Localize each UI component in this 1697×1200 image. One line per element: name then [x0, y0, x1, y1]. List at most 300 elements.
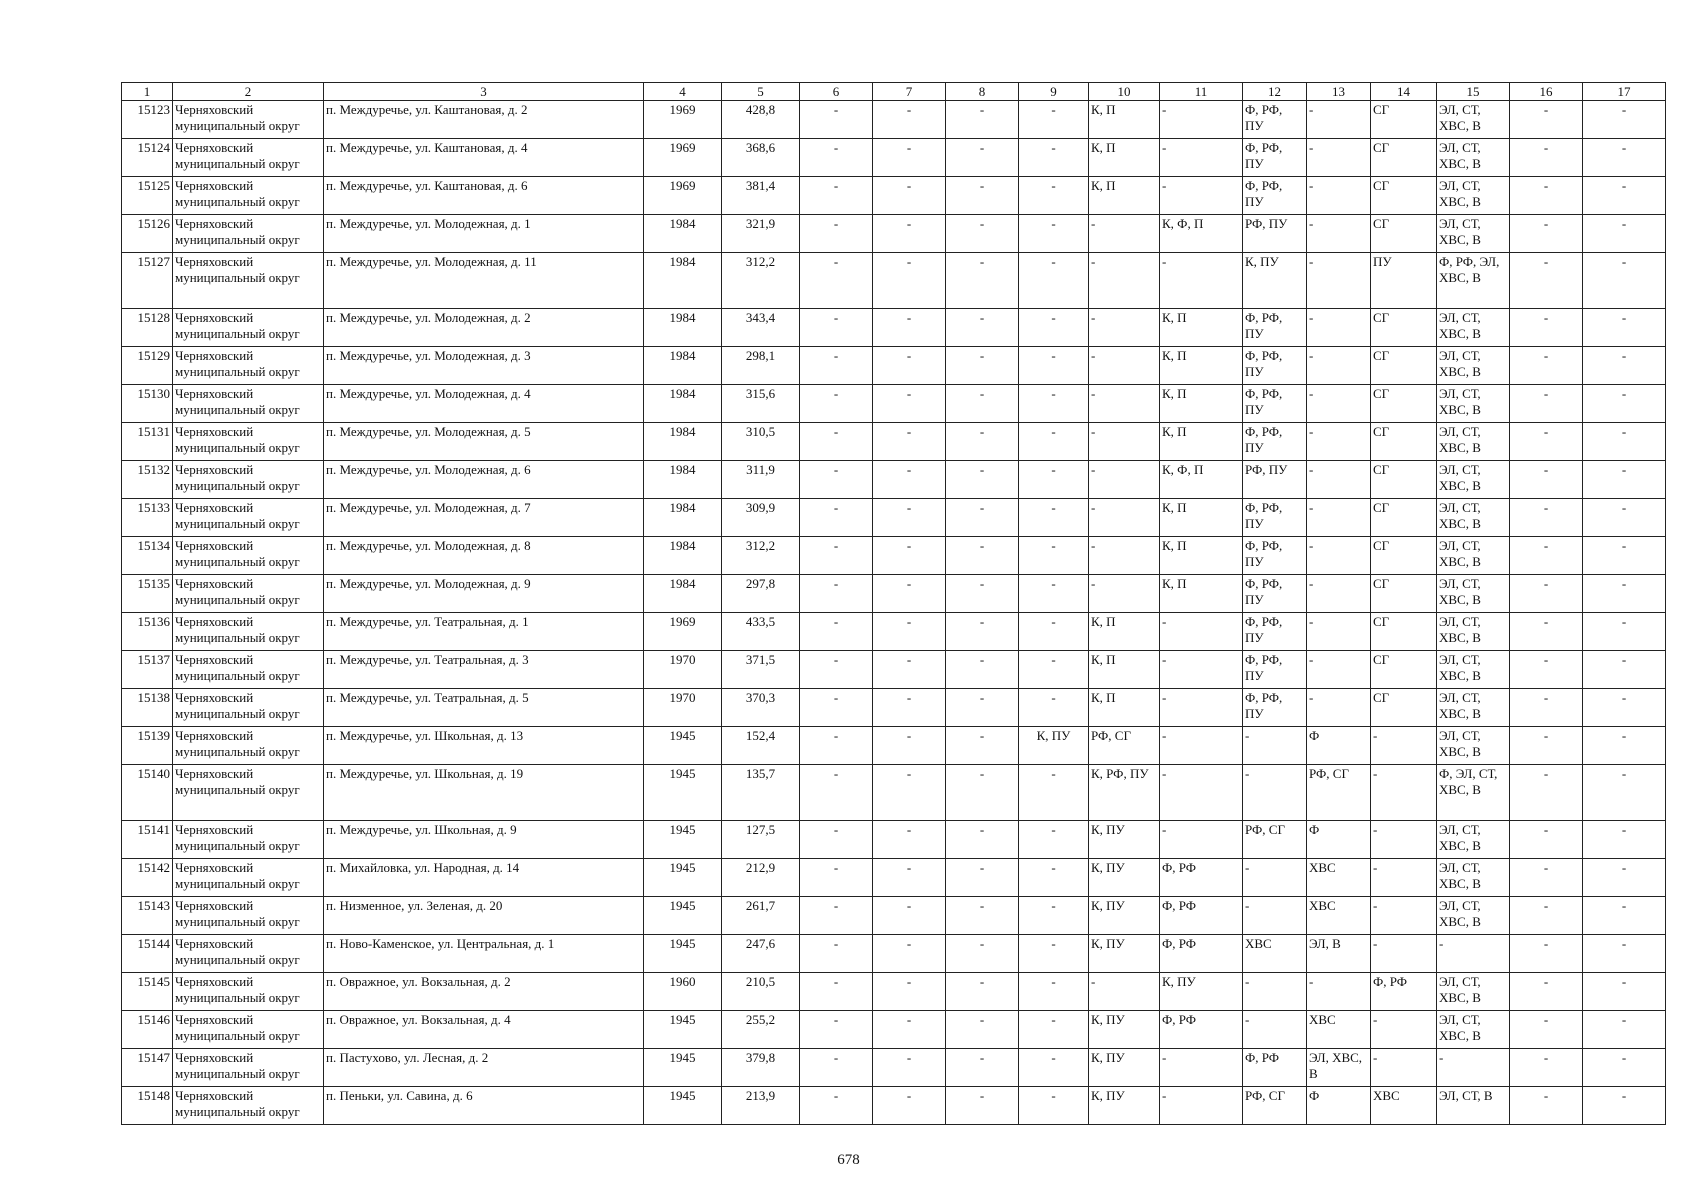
table-cell-col-17: -: [1583, 821, 1666, 859]
table-cell-col-1: 15130: [122, 385, 173, 423]
table-cell-col-6: -: [800, 139, 873, 177]
table-cell-col-11: Ф, РФ: [1160, 897, 1243, 935]
table-cell-col-14: СГ: [1371, 347, 1437, 385]
table-row: [122, 727, 1666, 765]
table-cell-col-4: 1984: [644, 215, 722, 253]
column-number-9: 9: [1019, 83, 1089, 101]
table-row: [122, 177, 1666, 215]
table-cell-col-13: ЭЛ, В: [1307, 935, 1371, 973]
table-body: [122, 101, 1666, 1125]
table-cell-col-8: -: [946, 1087, 1019, 1125]
table-cell-col-4: 1984: [644, 461, 722, 499]
table-cell-col-2: Черняховский муниципальный округ: [173, 727, 324, 765]
table-cell-col-7: -: [873, 253, 946, 309]
table-cell-col-14: СГ: [1371, 385, 1437, 423]
table-cell-col-13: -: [1307, 613, 1371, 651]
table-cell-col-14: СГ: [1371, 689, 1437, 727]
table-cell-col-9: -: [1019, 765, 1089, 821]
table-cell-col-16: -: [1510, 973, 1583, 1011]
table-cell-col-4: 1984: [644, 385, 722, 423]
table-cell-col-17: -: [1583, 177, 1666, 215]
table-cell-col-1: 15125: [122, 177, 173, 215]
table-cell-col-2: Черняховский муниципальный округ: [173, 765, 324, 821]
column-number-15: 15: [1437, 83, 1510, 101]
table-cell-col-11: Ф, РФ: [1160, 935, 1243, 973]
table-cell-col-5: 321,9: [722, 215, 800, 253]
table-cell-col-7: -: [873, 973, 946, 1011]
table-cell-col-14: -: [1371, 935, 1437, 973]
table-cell-col-4: 1970: [644, 651, 722, 689]
table-cell-col-6: -: [800, 309, 873, 347]
table-cell-col-7: -: [873, 575, 946, 613]
table-cell-col-2: Черняховский муниципальный округ: [173, 177, 324, 215]
table-cell-col-2: Черняховский муниципальный округ: [173, 613, 324, 651]
table-cell-col-1: 15124: [122, 139, 173, 177]
table-cell-col-3: п. Междуречье, ул. Молодежная, д. 7: [324, 499, 644, 537]
table-cell-col-17: -: [1583, 253, 1666, 309]
table-cell-col-15: ЭЛ, СТ, ХВС, В: [1437, 385, 1510, 423]
table-cell-col-6: -: [800, 765, 873, 821]
table-cell-col-11: К, П: [1160, 347, 1243, 385]
table-cell-col-2: Черняховский муниципальный округ: [173, 973, 324, 1011]
table-cell-col-13: ХВС: [1307, 897, 1371, 935]
table-cell-col-10: К, П: [1089, 139, 1160, 177]
table-cell-col-3: п. Пастухово, ул. Лесная, д. 2: [324, 1049, 644, 1087]
table-cell-col-17: -: [1583, 537, 1666, 575]
table-cell-col-8: -: [946, 859, 1019, 897]
table-cell-col-10: -: [1089, 385, 1160, 423]
table-cell-col-17: -: [1583, 973, 1666, 1011]
table-cell-col-11: К, П: [1160, 575, 1243, 613]
table-cell-col-4: 1984: [644, 253, 722, 309]
table-cell-col-14: СГ: [1371, 309, 1437, 347]
table-cell-col-14: СГ: [1371, 537, 1437, 575]
table-cell-col-16: -: [1510, 575, 1583, 613]
table-cell-col-6: -: [800, 537, 873, 575]
table-cell-col-4: 1969: [644, 177, 722, 215]
table-cell-col-1: 15141: [122, 821, 173, 859]
table-cell-col-14: СГ: [1371, 177, 1437, 215]
table-cell-col-15: ЭЛ, СТ, ХВС, В: [1437, 1011, 1510, 1049]
table-cell-col-3: п. Междуречье, ул. Молодежная, д. 3: [324, 347, 644, 385]
table-cell-col-16: -: [1510, 215, 1583, 253]
table-cell-col-16: -: [1510, 689, 1583, 727]
table-cell-col-10: -: [1089, 537, 1160, 575]
table-row: [122, 423, 1666, 461]
table-cell-col-15: ЭЛ, СТ, ХВС, В: [1437, 897, 1510, 935]
table-cell-col-6: -: [800, 101, 873, 139]
table-cell-col-17: -: [1583, 423, 1666, 461]
table-cell-col-3: п. Междуречье, ул. Каштановая, д. 6: [324, 177, 644, 215]
table-cell-col-11: К, П: [1160, 499, 1243, 537]
table-cell-col-10: -: [1089, 575, 1160, 613]
table-cell-col-11: -: [1160, 1049, 1243, 1087]
table-row: [122, 897, 1666, 935]
table-cell-col-14: ПУ: [1371, 253, 1437, 309]
table-cell-col-12: -: [1243, 859, 1307, 897]
table-cell-col-13: РФ, СГ: [1307, 765, 1371, 821]
table-cell-col-8: -: [946, 935, 1019, 973]
table-cell-col-11: Ф, РФ: [1160, 859, 1243, 897]
table-cell-col-5: 433,5: [722, 613, 800, 651]
table-cell-col-11: Ф, РФ: [1160, 1011, 1243, 1049]
table-cell-col-9: -: [1019, 385, 1089, 423]
table-cell-col-6: -: [800, 1049, 873, 1087]
table-cell-col-3: п. Междуречье, ул. Молодежная, д. 5: [324, 423, 644, 461]
table-cell-col-10: К, П: [1089, 177, 1160, 215]
table-cell-col-2: Черняховский муниципальный округ: [173, 821, 324, 859]
table-cell-col-3: п. Междуречье, ул. Театральная, д. 5: [324, 689, 644, 727]
table-cell-col-14: -: [1371, 765, 1437, 821]
table-cell-col-3: п. Овражное, ул. Вокзальная, д. 2: [324, 973, 644, 1011]
table-cell-col-4: 1945: [644, 935, 722, 973]
table-cell-col-8: -: [946, 1049, 1019, 1087]
table-cell-col-8: -: [946, 651, 1019, 689]
table-cell-col-12: -: [1243, 727, 1307, 765]
table-cell-col-13: -: [1307, 689, 1371, 727]
table-cell-col-3: п. Пеньки, ул. Савина, д. 6: [324, 1087, 644, 1125]
table-cell-col-15: Ф, ЭЛ, СТ, ХВС, В: [1437, 765, 1510, 821]
table-cell-col-3: п. Междуречье, ул. Театральная, д. 3: [324, 651, 644, 689]
table-cell-col-3: п. Междуречье, ул. Молодежная, д. 9: [324, 575, 644, 613]
table-cell-col-2: Черняховский муниципальный округ: [173, 215, 324, 253]
column-number-7: 7: [873, 83, 946, 101]
table-cell-col-10: К, ПУ: [1089, 935, 1160, 973]
table-cell-col-10: К, ПУ: [1089, 1011, 1160, 1049]
table-cell-col-14: -: [1371, 859, 1437, 897]
table-cell-col-14: СГ: [1371, 139, 1437, 177]
table-cell-col-6: -: [800, 347, 873, 385]
table-cell-col-12: Ф, РФ, ПУ: [1243, 385, 1307, 423]
table-cell-col-8: -: [946, 253, 1019, 309]
table-cell-col-8: -: [946, 101, 1019, 139]
table-cell-col-16: -: [1510, 385, 1583, 423]
table-cell-col-8: -: [946, 765, 1019, 821]
table-cell-col-5: 381,4: [722, 177, 800, 215]
table-cell-col-5: 261,7: [722, 897, 800, 935]
table-cell-col-1: 15132: [122, 461, 173, 499]
table-cell-col-14: СГ: [1371, 575, 1437, 613]
table-cell-col-10: К, ПУ: [1089, 1087, 1160, 1125]
table-cell-col-14: -: [1371, 727, 1437, 765]
column-number-6: 6: [800, 83, 873, 101]
table-cell-col-9: -: [1019, 101, 1089, 139]
table-cell-col-10: -: [1089, 461, 1160, 499]
table-cell-col-11: -: [1160, 651, 1243, 689]
table-cell-col-3: п. Овражное, ул. Вокзальная, д. 4: [324, 1011, 644, 1049]
table-cell-col-11: К, Ф, П: [1160, 461, 1243, 499]
table-cell-col-11: -: [1160, 821, 1243, 859]
table-cell-col-7: -: [873, 385, 946, 423]
table-cell-col-4: 1969: [644, 613, 722, 651]
table-cell-col-13: -: [1307, 651, 1371, 689]
table-cell-col-12: Ф, РФ, ПУ: [1243, 575, 1307, 613]
table-cell-col-4: 1984: [644, 347, 722, 385]
table-cell-col-10: -: [1089, 423, 1160, 461]
table-cell-col-5: 368,6: [722, 139, 800, 177]
table-cell-col-6: -: [800, 727, 873, 765]
table-row: [122, 651, 1666, 689]
table-cell-col-12: Ф, РФ, ПУ: [1243, 101, 1307, 139]
table-cell-col-15: ЭЛ, СТ, ХВС, В: [1437, 859, 1510, 897]
table-cell-col-10: К, П: [1089, 613, 1160, 651]
table-cell-col-16: -: [1510, 461, 1583, 499]
table-cell-col-5: 428,8: [722, 101, 800, 139]
table-cell-col-14: -: [1371, 821, 1437, 859]
table-row: [122, 1011, 1666, 1049]
table-cell-col-4: 1945: [644, 859, 722, 897]
table-cell-col-14: СГ: [1371, 215, 1437, 253]
table-cell-col-12: Ф, РФ, ПУ: [1243, 651, 1307, 689]
table-cell-col-5: 135,7: [722, 765, 800, 821]
table-cell-col-3: п. Михайловка, ул. Народная, д. 14: [324, 859, 644, 897]
table-cell-col-9: -: [1019, 613, 1089, 651]
table-cell-col-14: -: [1371, 1011, 1437, 1049]
table-cell-col-5: 309,9: [722, 499, 800, 537]
table-cell-col-1: 15143: [122, 897, 173, 935]
table-row: [122, 821, 1666, 859]
table-row: [122, 253, 1666, 309]
column-number-14: 14: [1371, 83, 1437, 101]
table-cell-col-16: -: [1510, 727, 1583, 765]
table-cell-col-7: -: [873, 935, 946, 973]
table-row: [122, 859, 1666, 897]
table-cell-col-2: Черняховский муниципальный округ: [173, 1087, 324, 1125]
table-cell-col-15: ЭЛ, СТ, В: [1437, 1087, 1510, 1125]
table-cell-col-9: -: [1019, 423, 1089, 461]
table-cell-col-9: -: [1019, 935, 1089, 973]
table-cell-col-5: 379,8: [722, 1049, 800, 1087]
table-cell-col-1: 15136: [122, 613, 173, 651]
table-cell-col-3: п. Междуречье, ул. Молодежная, д. 2: [324, 309, 644, 347]
table-cell-col-4: 1969: [644, 101, 722, 139]
table-cell-col-10: К, ПУ: [1089, 1049, 1160, 1087]
table-cell-col-13: Ф: [1307, 821, 1371, 859]
table-cell-col-16: -: [1510, 499, 1583, 537]
table-cell-col-17: -: [1583, 651, 1666, 689]
table-cell-col-9: -: [1019, 499, 1089, 537]
table-cell-col-5: 297,8: [722, 575, 800, 613]
table-cell-col-9: -: [1019, 215, 1089, 253]
table-cell-col-4: 1945: [644, 821, 722, 859]
table-cell-col-15: ЭЛ, СТ, ХВС, В: [1437, 461, 1510, 499]
table-cell-col-2: Черняховский муниципальный округ: [173, 689, 324, 727]
table-cell-col-9: -: [1019, 821, 1089, 859]
table-cell-col-6: -: [800, 897, 873, 935]
table-cell-col-13: -: [1307, 139, 1371, 177]
table-cell-col-7: -: [873, 613, 946, 651]
table-cell-col-10: -: [1089, 253, 1160, 309]
table-cell-col-6: -: [800, 385, 873, 423]
table-cell-col-15: ЭЛ, СТ, ХВС, В: [1437, 139, 1510, 177]
table-cell-col-16: -: [1510, 309, 1583, 347]
table-cell-col-5: 311,9: [722, 461, 800, 499]
table-cell-col-7: -: [873, 101, 946, 139]
column-number-3: 3: [324, 83, 644, 101]
table-cell-col-9: -: [1019, 973, 1089, 1011]
table-cell-col-15: -: [1437, 935, 1510, 973]
table-cell-col-7: -: [873, 499, 946, 537]
table-cell-col-2: Черняховский муниципальный округ: [173, 935, 324, 973]
table-cell-col-5: 312,2: [722, 253, 800, 309]
table-cell-col-1: 15131: [122, 423, 173, 461]
table-cell-col-14: СГ: [1371, 101, 1437, 139]
table-cell-col-3: п. Междуречье, ул. Молодежная, д. 1: [324, 215, 644, 253]
table-cell-col-2: Черняховский муниципальный округ: [173, 461, 324, 499]
table-cell-col-11: К, ПУ: [1160, 973, 1243, 1011]
table-cell-col-12: Ф, РФ, ПУ: [1243, 613, 1307, 651]
table-cell-col-16: -: [1510, 897, 1583, 935]
table-cell-col-14: Ф, РФ: [1371, 973, 1437, 1011]
table-cell-col-16: -: [1510, 101, 1583, 139]
table-cell-col-1: 15127: [122, 253, 173, 309]
table-cell-col-10: -: [1089, 347, 1160, 385]
table-cell-col-6: -: [800, 613, 873, 651]
table-cell-col-2: Черняховский муниципальный округ: [173, 101, 324, 139]
table-cell-col-4: 1945: [644, 727, 722, 765]
table-cell-col-6: -: [800, 1011, 873, 1049]
table-cell-col-15: -: [1437, 1049, 1510, 1087]
table-cell-col-4: 1945: [644, 765, 722, 821]
table-cell-col-17: -: [1583, 215, 1666, 253]
table-row: [122, 461, 1666, 499]
table-cell-col-13: ХВС: [1307, 859, 1371, 897]
table-cell-col-2: Черняховский муниципальный округ: [173, 651, 324, 689]
table-row: [122, 385, 1666, 423]
table-cell-col-5: 152,4: [722, 727, 800, 765]
table-cell-col-12: Ф, РФ, ПУ: [1243, 177, 1307, 215]
table-cell-col-13: -: [1307, 253, 1371, 309]
table-cell-col-12: ХВС: [1243, 935, 1307, 973]
table-cell-col-15: ЭЛ, СТ, ХВС, В: [1437, 309, 1510, 347]
table-cell-col-1: 15123: [122, 101, 173, 139]
table-cell-col-3: п. Междуречье, ул. Молодежная, д. 6: [324, 461, 644, 499]
table-cell-col-4: 1960: [644, 973, 722, 1011]
table-cell-col-13: Ф: [1307, 727, 1371, 765]
column-number-4: 4: [644, 83, 722, 101]
table-cell-col-8: -: [946, 973, 1019, 1011]
table-cell-col-12: -: [1243, 765, 1307, 821]
column-number-12: 12: [1243, 83, 1307, 101]
table-cell-col-12: Ф, РФ: [1243, 1049, 1307, 1087]
table-cell-col-8: -: [946, 499, 1019, 537]
table-cell-col-1: 15142: [122, 859, 173, 897]
table-cell-col-16: -: [1510, 139, 1583, 177]
table-cell-col-8: -: [946, 537, 1019, 575]
table-cell-col-11: -: [1160, 177, 1243, 215]
table-cell-col-10: К, ПУ: [1089, 859, 1160, 897]
page-number: 678: [837, 1152, 860, 1168]
table-cell-col-11: -: [1160, 253, 1243, 309]
table-cell-col-16: -: [1510, 859, 1583, 897]
table-cell-col-12: К, ПУ: [1243, 253, 1307, 309]
table-cell-col-16: -: [1510, 253, 1583, 309]
table-cell-col-17: -: [1583, 727, 1666, 765]
table-cell-col-6: -: [800, 859, 873, 897]
table-cell-col-12: -: [1243, 1011, 1307, 1049]
table-cell-col-17: -: [1583, 613, 1666, 651]
column-number-1: 1: [122, 83, 173, 101]
table-cell-col-16: -: [1510, 537, 1583, 575]
table-cell-col-16: -: [1510, 613, 1583, 651]
table-cell-col-2: Черняховский муниципальный округ: [173, 897, 324, 935]
table-cell-col-9: -: [1019, 139, 1089, 177]
table-cell-col-1: 15129: [122, 347, 173, 385]
table-cell-col-2: Черняховский муниципальный округ: [173, 499, 324, 537]
table-cell-col-4: 1984: [644, 423, 722, 461]
column-number-11: 11: [1160, 83, 1243, 101]
table-cell-col-12: -: [1243, 973, 1307, 1011]
table-cell-col-13: ХВС: [1307, 1011, 1371, 1049]
table-row: [122, 1087, 1666, 1125]
table-cell-col-13: ЭЛ, ХВС, В: [1307, 1049, 1371, 1087]
table-cell-col-14: СГ: [1371, 423, 1437, 461]
table-cell-col-4: 1945: [644, 1049, 722, 1087]
column-number-8: 8: [946, 83, 1019, 101]
column-number-17: 17: [1583, 83, 1666, 101]
table-cell-col-6: -: [800, 499, 873, 537]
table-cell-col-11: К, П: [1160, 423, 1243, 461]
table-cell-col-6: -: [800, 651, 873, 689]
table-cell-col-10: К, РФ, ПУ: [1089, 765, 1160, 821]
table-cell-col-17: -: [1583, 101, 1666, 139]
table-cell-col-5: 370,3: [722, 689, 800, 727]
table-cell-col-5: 127,5: [722, 821, 800, 859]
table-cell-col-8: -: [946, 689, 1019, 727]
table-cell-col-12: Ф, РФ, ПУ: [1243, 139, 1307, 177]
table-cell-col-8: -: [946, 385, 1019, 423]
table-cell-col-11: -: [1160, 613, 1243, 651]
table-cell-col-13: -: [1307, 461, 1371, 499]
table-cell-col-8: -: [946, 575, 1019, 613]
table-cell-col-7: -: [873, 1011, 946, 1049]
table-cell-col-15: ЭЛ, СТ, ХВС, В: [1437, 689, 1510, 727]
table-cell-col-7: -: [873, 727, 946, 765]
table-cell-col-10: К, П: [1089, 101, 1160, 139]
table-cell-col-9: -: [1019, 347, 1089, 385]
table-cell-col-16: -: [1510, 935, 1583, 973]
table-cell-col-12: Ф, РФ, ПУ: [1243, 347, 1307, 385]
table-cell-col-13: -: [1307, 347, 1371, 385]
table-cell-col-9: -: [1019, 537, 1089, 575]
table-cell-col-1: 15145: [122, 973, 173, 1011]
table-cell-col-7: -: [873, 461, 946, 499]
table-cell-col-7: -: [873, 689, 946, 727]
table-cell-col-11: -: [1160, 689, 1243, 727]
table-cell-col-15: ЭЛ, СТ, ХВС, В: [1437, 177, 1510, 215]
table-cell-col-11: -: [1160, 1087, 1243, 1125]
column-number-13: 13: [1307, 83, 1371, 101]
table-cell-col-6: -: [800, 253, 873, 309]
table-cell-col-15: ЭЛ, СТ, ХВС, В: [1437, 101, 1510, 139]
table-cell-col-6: -: [800, 423, 873, 461]
table-cell-col-17: -: [1583, 1011, 1666, 1049]
table-cell-col-9: -: [1019, 177, 1089, 215]
table-cell-col-12: -: [1243, 897, 1307, 935]
table-cell-col-11: К, П: [1160, 309, 1243, 347]
table-cell-col-7: -: [873, 859, 946, 897]
table-cell-col-1: 15134: [122, 537, 173, 575]
table-cell-col-17: -: [1583, 139, 1666, 177]
table-cell-col-8: -: [946, 177, 1019, 215]
table-cell-col-11: -: [1160, 139, 1243, 177]
table-cell-col-8: -: [946, 215, 1019, 253]
table-cell-col-17: -: [1583, 499, 1666, 537]
table-cell-col-15: ЭЛ, СТ, ХВС, В: [1437, 499, 1510, 537]
table-cell-col-8: -: [946, 897, 1019, 935]
table-row: [122, 689, 1666, 727]
table-cell-col-10: -: [1089, 499, 1160, 537]
